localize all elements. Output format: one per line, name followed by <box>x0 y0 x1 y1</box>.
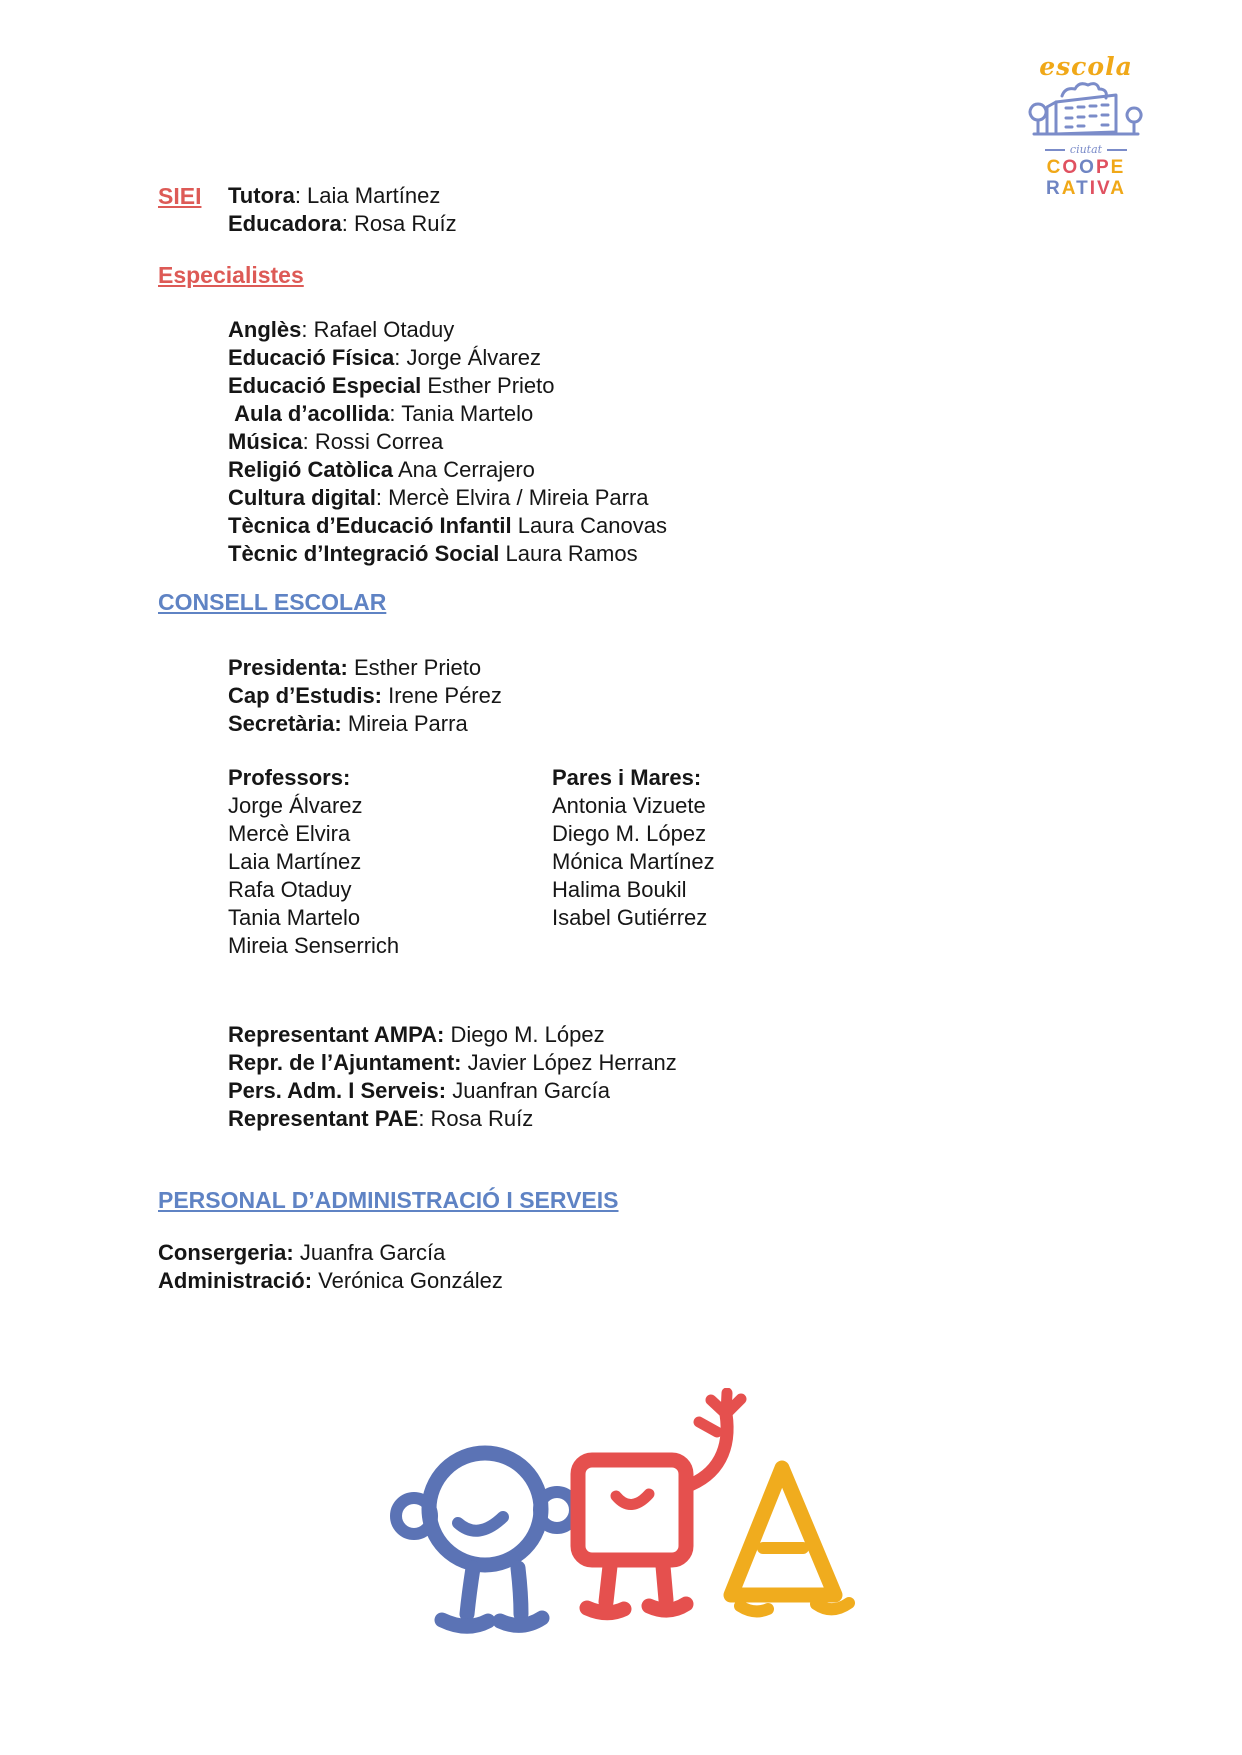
name-item: Halima Boukil <box>552 877 687 902</box>
name-item: Jorge Álvarez <box>228 793 363 818</box>
role-label: Tutora <box>228 183 295 208</box>
list-item: Anglès: Rafael Otaduy <box>228 317 455 342</box>
name-item: Mónica Martínez <box>552 849 715 874</box>
person-name: Juanfra García <box>299 1240 446 1265</box>
representant-row <box>228 1021 677 1049</box>
section-especialistes-heading: Especialistes <box>158 262 304 288</box>
role-label: Representant PAE <box>228 1106 419 1131</box>
officer-row <box>228 682 502 710</box>
section-personal-heading: PERSONAL D’ADMINISTRACIÓ I SERVEIS <box>158 1187 619 1213</box>
pares-column <box>552 764 715 932</box>
name-item: Laia Martínez <box>228 849 362 874</box>
subject-label: Cultura digital <box>228 485 376 510</box>
name-item: Diego M. López <box>552 821 707 846</box>
subject-label: Anglès <box>228 317 302 342</box>
person-name: Verónica González <box>318 1268 503 1293</box>
blue-circle-character <box>396 1453 575 1626</box>
subject-label: Educació Física <box>228 345 395 370</box>
role-label: Secretària: <box>228 711 342 736</box>
logo-ciutat-text: ciutat <box>1022 143 1150 156</box>
name-item: Antonia Vizuete <box>552 793 706 818</box>
subject-label: Aula d’acollida <box>228 401 390 426</box>
person-name: Jorge Álvarez <box>406 345 542 370</box>
list-item: Educació Física: Jorge Álvarez <box>228 345 542 370</box>
column-header: Professors: <box>228 765 351 790</box>
name-item: Rafa Otaduy <box>228 877 352 902</box>
role-label: Presidenta: <box>228 655 348 680</box>
subject-label: Educació Especial <box>228 373 422 398</box>
role-label: Representant AMPA: <box>228 1022 445 1047</box>
list-item: Música: Rossi Correa <box>228 429 444 454</box>
role-label: Cap d’Estudis: <box>228 683 383 708</box>
logo-letter: P <box>1095 157 1111 178</box>
representant-row: Representant PAE: Rosa Ruíz <box>228 1106 534 1131</box>
section-consell-heading: CONSELL ESCOLAR <box>158 589 387 615</box>
name-item: Tania Martelo <box>228 905 361 930</box>
logo-letter: O <box>1062 157 1080 178</box>
subject-label: Tècnica d’Educació Infantil <box>228 513 512 538</box>
representants-list <box>228 1021 677 1133</box>
person-name: Irene Pérez <box>388 683 502 708</box>
name-item: Mercè Elvira <box>228 821 351 846</box>
person-name: Laura Ramos <box>505 541 638 566</box>
logo-letter: A <box>1110 178 1126 199</box>
list-item: Cultura digital: Mercè Elvira / Mireia Parra <box>228 485 649 510</box>
logo-letter: C <box>1046 157 1063 178</box>
professors-column <box>228 764 399 960</box>
person-name: Esther Prieto <box>353 655 482 680</box>
section-siei-heading: SIEI <box>158 183 202 209</box>
personal-row <box>158 1239 503 1267</box>
person-name: Rosa Ruíz <box>430 1106 534 1131</box>
subject-label: Religió Catòlica <box>228 457 394 482</box>
person-name: Laia Martínez <box>307 183 441 208</box>
logo-building-illustration <box>1022 80 1150 142</box>
officer-row <box>228 654 502 682</box>
logo-letter: I <box>1089 178 1097 199</box>
role-label: Administració: <box>158 1268 313 1293</box>
name-item: Isabel Gutiérrez <box>552 905 708 930</box>
logo-letter: V <box>1096 178 1111 199</box>
name-item: Mireia Senserrich <box>228 933 400 958</box>
person-name: Esther Prieto <box>427 373 555 398</box>
column-header: Pares i Mares: <box>552 765 702 790</box>
role-label: Consergeria: <box>158 1240 294 1265</box>
person-name: Diego M. López <box>450 1022 605 1047</box>
logo-letter: O <box>1079 157 1096 178</box>
subject-label: Tècnic d’Integració Social <box>228 541 500 566</box>
logo-letter: R <box>1046 178 1062 199</box>
logo-letter: A <box>1061 178 1077 199</box>
person-name: Javier López Herranz <box>467 1050 677 1075</box>
person-name: Rossi Correa <box>314 429 444 454</box>
representant-row <box>228 1049 677 1077</box>
subject-label: Música <box>228 429 303 454</box>
logo-dash-left <box>1045 149 1065 151</box>
list-item: Aula d’acollida: Tania Martelo <box>228 401 534 426</box>
red-square-character <box>578 1393 741 1613</box>
representant-row <box>228 1077 677 1105</box>
person-name: Tania Martelo <box>401 401 534 426</box>
list-item <box>228 512 667 540</box>
logo-rativa-row <box>1022 178 1150 199</box>
yellow-triangle-character <box>731 1468 849 1611</box>
role-label: Educadora <box>228 211 342 236</box>
person-name: Rosa Ruíz <box>353 211 457 236</box>
siei-row: Tutora: Laia Martínez <box>228 183 441 208</box>
person-name: Rafael Otaduy <box>313 317 455 342</box>
role-label: Repr. de l’Ajuntament: <box>228 1050 462 1075</box>
person-name: Mercè Elvira / Mireia Parra <box>388 485 649 510</box>
siei-row: Educadora: Rosa Ruíz <box>228 211 457 236</box>
personal-row <box>158 1267 503 1295</box>
personal-rows <box>158 1239 503 1295</box>
list-item <box>228 456 667 484</box>
logo-letter: E <box>1110 157 1126 178</box>
siei-rows <box>228 182 457 238</box>
person-name: Mireia Parra <box>347 711 468 736</box>
person-name: Ana Cerrajero <box>397 457 535 482</box>
logo-letter: T <box>1076 178 1090 199</box>
consell-officers <box>228 654 502 738</box>
logo-escola-text: escola <box>1039 52 1133 81</box>
logo-coope-row <box>1022 157 1150 178</box>
school-logo <box>1022 54 1150 199</box>
especialistes-list <box>228 316 667 568</box>
list-item <box>228 540 667 568</box>
person-name: Juanfran García <box>452 1078 610 1103</box>
logo-dash-right <box>1107 149 1127 151</box>
list-item <box>228 372 667 400</box>
officer-row <box>228 710 502 738</box>
person-name: Laura Canovas <box>517 513 667 538</box>
footer-doodle-illustration <box>378 1388 858 1644</box>
role-label: Pers. Adm. I Serveis: <box>228 1078 447 1103</box>
